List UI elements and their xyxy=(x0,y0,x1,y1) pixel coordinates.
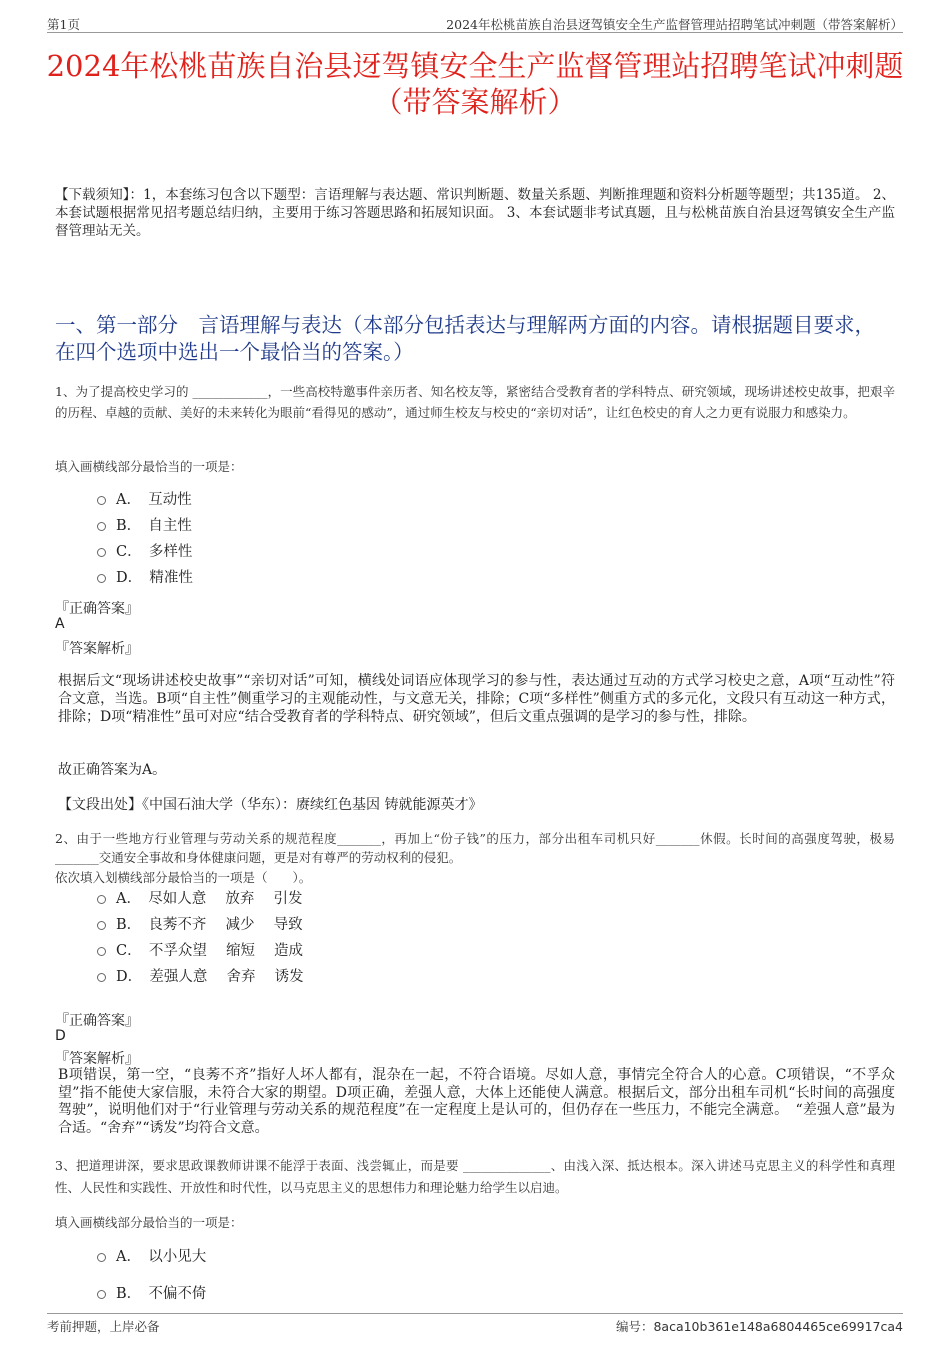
option-a[interactable]: A． 尽如人意 放弃 引发 xyxy=(97,886,304,912)
page-number: 第1页 xyxy=(47,17,80,32)
download-notice: 【下载须知】：1，本套练习包含以下题型：言语理解与表达题、常识判断题、数量关系题、判断推理题和资料分析题等题型；共135道。 2、本套试题根据常见招考题总结归纳，主要用于练习答题思路和拓展知识面。 3、本套试题非考试真题，且与松桃苗族自治县迓驾镇安全生产监督管理站无关。 xyxy=(55,187,895,239)
question-2-options xyxy=(97,886,304,990)
page-header xyxy=(47,12,903,33)
radio-icon[interactable] xyxy=(97,548,106,557)
document-title: 2024年松桃苗族自治县迓驾镇安全生产监督管理站招聘笔试冲刺题（带答案解析） xyxy=(46,49,904,119)
question-3-prompt: 填入画横线部分最恰当的一项是： xyxy=(55,1215,243,1230)
radio-icon[interactable] xyxy=(97,522,106,531)
question-2-explain-label: 『答案解析』 xyxy=(55,1051,139,1067)
question-1-explanation: 根据后文“现场讲述校史故事”“亲切对话”可知，横线处词语应体现学习的参与性，表达通过互动的方式学习校史之意，A项“互动性”符合文意，当选。B项“自主性”侧重学习的主观能动性，与文意无关，排除；C项“多样性”侧重方式的多元化，文段只有互动这一种方式，排除；D项“精准性”虽可对应“结合受教育者的学科特点、研究领域”，但后文重点强调的是学习的参与性，排除。 xyxy=(58,673,895,725)
option-d[interactable]: D． 精准性 xyxy=(97,565,193,591)
option-b[interactable]: B． 良莠不齐 减少 导致 xyxy=(97,912,304,938)
option-a[interactable]: A． 互动性 xyxy=(97,487,193,513)
option-a[interactable]: A． 以小见大 xyxy=(97,1244,206,1281)
radio-icon[interactable] xyxy=(97,973,106,982)
footer-code-label: 编号： xyxy=(615,1319,654,1334)
header-doc-title: 2024年松桃苗族自治县迓驾镇安全生产监督管理站招聘笔试冲刺题（带答案解析） xyxy=(446,17,903,32)
option-c[interactable]: C． 多样性 xyxy=(97,539,193,565)
radio-icon[interactable] xyxy=(97,921,106,930)
radio-icon[interactable] xyxy=(97,574,106,583)
question-1-source: 【文段出处】《中国石油大学（华东）：赓续红色基因 铸就能源英才》 xyxy=(58,797,483,813)
radio-icon[interactable] xyxy=(97,1290,106,1299)
question-3-options xyxy=(97,1244,206,1307)
radio-icon[interactable] xyxy=(97,895,106,904)
question-1-conclusion: 故正确答案为A。 xyxy=(58,762,167,778)
option-b[interactable]: B． 自主性 xyxy=(97,513,193,539)
option-d[interactable]: D． 差强人意 舍弃 诱发 xyxy=(97,964,304,990)
question-1-explain-label: 『答案解析』 xyxy=(55,641,139,657)
question-2-text: 2、由于一些地方行业管理与劳动关系的规范程度_______，再加上“份子钱”的压力，部分出租车司机只好_______休假。长时间的高强度驾驶，极易_______交通安全事故和身体健康问题，更是对有尊严的劳动权利的侵犯。 xyxy=(55,831,895,865)
question-3-text: 3、把道理讲深，要求思政课教师讲课不能浮于表面、浅尝辄止，而是要 ______________、由浅入深、抵达根本。深入讲述马克思主义的科学性和真理性、人民性和实践性、开放性和时代性，以马克思主义的思想伟力和理论魅力给学生以启迪。 xyxy=(55,1158,895,1195)
question-1-answer: A xyxy=(55,616,65,632)
radio-icon[interactable] xyxy=(97,947,106,956)
radio-icon[interactable] xyxy=(97,496,106,505)
question-2-answer: D xyxy=(55,1028,66,1044)
page-footer xyxy=(47,1313,903,1334)
radio-icon[interactable] xyxy=(97,1253,106,1262)
option-c[interactable]: C． 不孚众望 缩短 造成 xyxy=(97,938,304,964)
question-2-prompt: 依次填入划横线部分最恰当的一项是（ ）。 xyxy=(55,870,312,885)
question-1-prompt: 填入画横线部分最恰当的一项是： xyxy=(55,459,243,474)
footer-slogan: 考前押题，上岸必备 xyxy=(47,1319,160,1334)
question-1-answer-label: 『正确答案』 xyxy=(55,601,139,617)
question-2-answer-label: 『正确答案』 xyxy=(55,1013,139,1029)
question-2-explanation: B项错误，第一空，“良莠不齐”指好人坏人都有，混杂在一起，不符合语境。尽如人意，事情完全符合人的心意。C项错误，“不孚众望”指不能使大家信服，未符合大家的期望。D项正确，差强人意，大体上还能使人满意。根据后文，部分出租车司机“长时间的高强度驾驶”，说明他们对于“行业管理与劳动关系的规范程度”在一定程度上是认可的，但仍存在一些压力，不能完全满意。 “差强人意”最为合适。“舍弃”“诱发”均符合文意。 xyxy=(58,1067,895,1136)
footer-code-value: 8aca10b361e148a6804465ce69917ca4 xyxy=(653,1319,903,1334)
question-1-text: 1、为了提高校史学习的 ____________，一些高校特邀事件亲历者、知名校友等，紧密结合受教育者的学科特点、研究领域，现场讲述校史故事，把艰辛的历程、卓越的贡献、美好的未来转化为眼前“看得见的感动”，通过师生校友与校史的“亲切对话”，让红色校史的育人之力更有说服力和感染力。 xyxy=(55,384,895,420)
question-1-options xyxy=(97,487,193,591)
section-heading: 一、第一部分 言语理解与表达（本部分包括表达与理解两方面的内容。请根据题目要求，在四个选项中选出一个最恰当的答案。） xyxy=(55,313,875,364)
footer-code xyxy=(616,1317,903,1335)
option-b[interactable]: B． 不偏不倚 xyxy=(97,1281,206,1307)
